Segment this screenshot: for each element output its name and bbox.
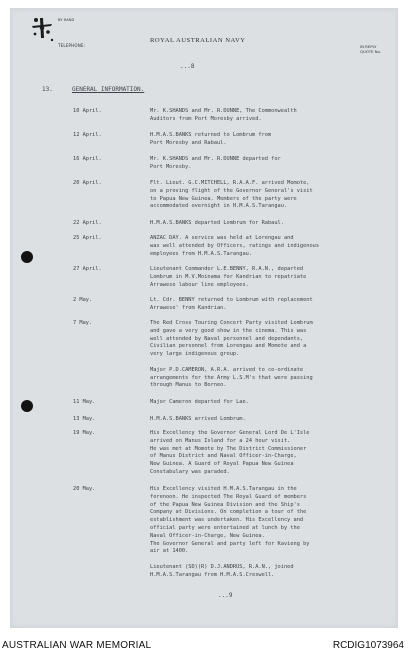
section-heading: GENERAL INFORMATION.: [72, 86, 145, 93]
entry-text: H.M.A.S.BANKS arrived Lombrum.: [150, 416, 246, 422]
entry-text: Mr. K.SHANDS and Mr. R.DUNNE, The Commonwealth Auditors from Port Moresby arrived.: [150, 108, 297, 122]
punch-hole-icon: [21, 251, 33, 263]
entry-text: Flt. Lieut. G.C.MITCHELL, R.A.A.F. arrived Momote, on a proving flight of the Governor General's visit to Papua New Guinea. Members of the party were accommodated overnight in H.M.A.S.Tarangau.: [150, 180, 313, 210]
entry-date: 25 April.: [73, 235, 102, 241]
entry-date: 13 May.: [73, 416, 96, 422]
entry-date: 20 April.: [73, 180, 102, 186]
entry-date: 20 May.: [73, 486, 96, 492]
entry-text: Lieutenant Commander L.E.BENNY, R.A.N., departed Lombrum in M.V.Moinama for Kandrian to repatriate Arrawese labour line employees.: [150, 266, 307, 288]
section-number: 13.: [42, 86, 53, 93]
page-marker-top: ...8: [180, 63, 195, 70]
navy-crest-icon: [22, 12, 62, 44]
entry-date: 27 April.: [73, 266, 102, 272]
entry-date: 11 May.: [73, 399, 96, 405]
entry-text: Lt. Cdr. BENNY returned to Lombrum with replacement Arrawese' from Kandrian.: [150, 297, 313, 311]
entry-date: 22 April.: [73, 220, 102, 226]
telephone-label: TELEPHONE:: [58, 43, 86, 48]
letterhead-title: ROYAL AUSTRALIAN NAVY: [150, 37, 246, 44]
page-marker-bottom: ...9: [218, 592, 233, 599]
entry-date: 10 April.: [73, 108, 102, 114]
reply-line: IN REPLY: [360, 44, 377, 49]
crest-caption: BY HAND: [58, 18, 75, 22]
entry-text: His Excellency the Governor General Lord De L'Isle arrived on Manus Island for a 24 hour visit. He was met at Momote by The District Commissioner of Manus District and Naval Officer-in-Charge, New Guinea. A Guard of Royal Papua New Guinea Constabulary was paraded.: [150, 430, 310, 475]
entry-date: 7 May.: [73, 320, 93, 326]
entry-date: 12 April.: [73, 132, 102, 138]
entry-text: H.M.A.S.BANKS departed Lombrum for Rabaul.: [150, 220, 284, 226]
entry-text: H.M.A.S.BANKS returned to Lombrum from Port Moresby and Rabaul.: [150, 132, 272, 146]
quote-line: QUOTE No.: [360, 49, 381, 54]
footer-reference: RCDIG1073964: [332, 640, 404, 651]
punch-hole-icon: [21, 400, 33, 412]
entry-text: ANZAC DAY. A service was held at Lorengau and was well attended by Officers, ratings and indigenous employees from H.M.A.S.Tarangau.: [150, 235, 320, 257]
entry-text: Major Cameron departed for Lae.: [150, 399, 249, 405]
entry-date: 16 April.: [73, 156, 102, 162]
archive-footer: [0, 636, 408, 653]
footer-institution: AUSTRALIAN WAR MEMORIAL: [2, 640, 152, 651]
entry-text: Mr. K.SHANDS and Mr. R.DUNNE departed for Port Moresby.: [150, 156, 281, 170]
reply-reference: [360, 44, 381, 54]
entry-date: 2 May.: [73, 297, 93, 303]
entry-date: 19 May.: [73, 430, 96, 436]
entry-text: The Red Cross Touring Concert Party visited Lombrum and gave a very good show in the cinema. This was well attended by Naval personnel and dependants, Civilian personnel from Lorengau and Momote and a very large indigenous group. Major P.D.CAMERON, A.R.A. arrived to co-ordinate arrangements for the Army L.S.M's that were passing through Manus to Borneo.: [150, 320, 313, 389]
entry-text: His Excellency visited H.M.A.S.Tarangau in the forenoon. He inspected The Royal Guard of members of the Papua New Guinea Division and the Ship's Company at Divisions. On completion a tour of the establishment was undertaken. His Excellency and official party were entertained at lunch by the Naval Officer-in-Charge, New Guinea. The Governor General and party left for Kavieng by air at 1400. Lieutenant (SD)(R) D.J.ANDRUS, R.A.N., joined H.M.A.S.Tarangau from H.M.A.S.Creswell.: [150, 486, 310, 578]
